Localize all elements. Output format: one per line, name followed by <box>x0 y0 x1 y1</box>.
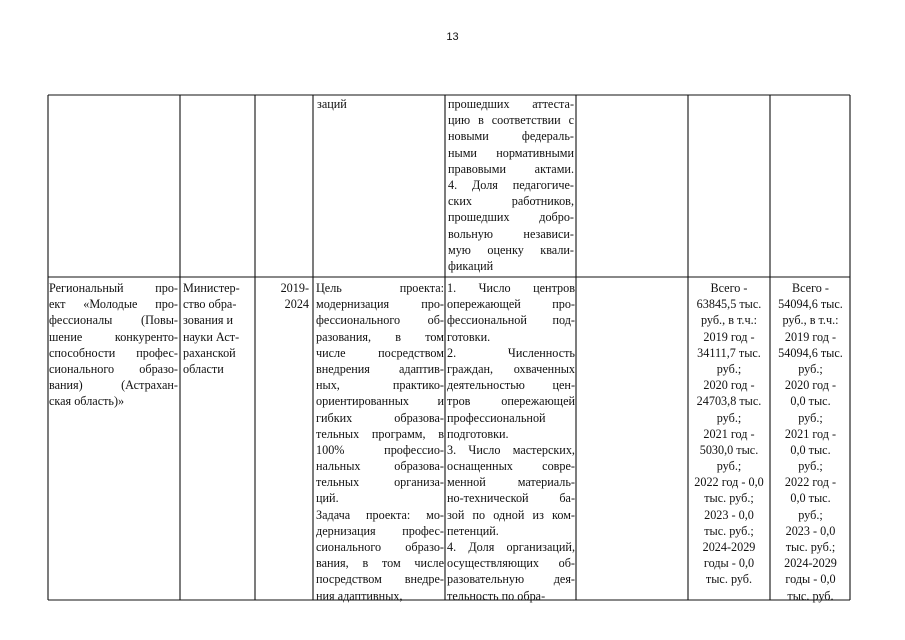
text-line: ния адаптивных, <box>316 588 403 603</box>
text-line: петенций. <box>447 523 499 538</box>
text-line: гибких образова- <box>316 410 444 425</box>
text-line: 2019- <box>280 281 309 295</box>
text-line: правовыми актами. <box>448 161 574 176</box>
text-line: 2024-2029 <box>784 556 837 571</box>
text-line: новыми федераль- <box>448 129 574 144</box>
text-line: раханской <box>183 345 236 360</box>
text-line: тельность по обра- <box>447 588 546 603</box>
text-line: деятельностью цен- <box>447 378 575 393</box>
text-line: годы - 0,0 <box>785 572 836 587</box>
text-line: профессиональной <box>447 410 546 425</box>
text-line: руб.; <box>716 459 742 474</box>
text-line: 2022 год - 0,0 <box>694 475 764 490</box>
text-line: тыс. руб.; <box>704 523 754 538</box>
text-line: 0,0 тыс. <box>790 491 831 506</box>
text-line: 4. Доля организаций, <box>447 540 575 554</box>
text-line: годы - 0,0 <box>703 556 755 571</box>
text-line: разовательную дея- <box>447 572 575 587</box>
text-line: готовки. <box>447 329 491 344</box>
text-line: 54094,6 тыс. <box>778 345 843 360</box>
text-line: модернизация про- <box>316 297 444 312</box>
text-line: внедрения адаптив- <box>316 361 444 376</box>
funding-regional-cell <box>771 280 850 604</box>
text-line: 2020 год - <box>703 378 755 393</box>
text-line: фикаций <box>448 258 494 273</box>
text-line: зой по одной из ком- <box>447 507 575 522</box>
text-line: руб.; <box>798 361 823 376</box>
text-line: фессионального об- <box>316 313 444 328</box>
text-line: 0,0 тыс. <box>790 442 831 457</box>
responsible-executor-cell <box>183 280 253 377</box>
text-line: руб.; <box>716 410 742 425</box>
project-name-cell <box>49 280 178 410</box>
text-line: 2019 год - <box>703 329 755 344</box>
text-line: фессионалы (Повы- <box>49 313 178 328</box>
text-line: руб.; <box>716 361 742 376</box>
text-line: 5030,0 тыс. <box>699 442 759 457</box>
text-line: руб.; <box>798 459 823 474</box>
text-line: 2021 год - <box>784 426 837 441</box>
text-line: дернизация профес- <box>316 523 444 538</box>
text-line: ными нормативными <box>448 145 574 160</box>
text-line: Цель проекта: <box>316 281 444 295</box>
text-line: ориентированных и <box>316 394 444 409</box>
row1-indicators-cell <box>448 96 574 274</box>
text-line: науки Аст- <box>183 329 240 344</box>
text-line: руб., в т.ч.: <box>700 313 758 328</box>
text-line: ных, практико- <box>316 378 444 393</box>
text-line: осуществляющих об- <box>447 556 575 571</box>
text-line: 2021 год - <box>703 426 755 441</box>
text-line: опережающей про- <box>447 297 575 312</box>
text-line: 63845,5 тыс. <box>696 297 762 312</box>
text-line: 100% профессио- <box>316 442 444 457</box>
text-line: Всего - <box>792 281 829 295</box>
text-line: руб.; <box>798 507 823 522</box>
text-line: цию в соответствии с <box>448 113 574 128</box>
text-line: Региональный про- <box>49 281 178 295</box>
text-line: 0,0 тыс. <box>790 394 831 409</box>
text-line: руб.; <box>798 410 823 425</box>
text-line: тыс. руб.; <box>785 540 836 554</box>
text-line: вания, в том числе <box>316 556 444 571</box>
text-line: но-технической ба- <box>447 491 575 506</box>
period-cell <box>257 280 309 312</box>
text-line: 34111,7 тыс. <box>697 345 761 360</box>
text-line: 4. Доля педагогиче- <box>448 177 574 192</box>
row1-activity-cell <box>317 96 443 112</box>
text-line: нальных образова- <box>316 459 444 474</box>
text-line: оснащенных совре- <box>447 459 575 474</box>
text-line: сионального образо- <box>316 540 444 554</box>
text-line: ство обра- <box>183 297 237 312</box>
text-line: сионального образо- <box>49 361 178 376</box>
text-line: 2. Численность <box>447 345 575 360</box>
text-line: вольную независи- <box>448 226 574 241</box>
text-line: 2024-2029 <box>702 540 756 554</box>
text-line: разования, в том <box>316 329 444 344</box>
text-line: граждан, охваченных <box>447 361 575 376</box>
text-line: прошедших добро- <box>448 210 574 225</box>
text-line: шение конкуренто- <box>49 329 178 344</box>
text-line: 2023 - 0,0 <box>704 507 754 522</box>
text-line: посредством внедре- <box>316 572 444 587</box>
text-line: области <box>183 361 224 376</box>
text-line: подготовки. <box>447 426 509 441</box>
text-line: ект «Молодые про- <box>49 297 178 312</box>
text-line: тыс. руб. <box>705 572 753 587</box>
text-line: 24703,8 тыс. <box>696 394 762 409</box>
text-line: ций. <box>316 491 339 506</box>
text-line: 2023 - 0,0 <box>785 523 836 538</box>
text-line: фессиональной под- <box>447 313 575 328</box>
text-line: тров опережающей <box>447 394 575 409</box>
text-line: мую оценку квали- <box>448 242 574 257</box>
text-line: числе посредством <box>316 345 444 360</box>
text-line: тыс. руб.; <box>704 491 754 506</box>
text-line: 1. Число центров <box>447 281 575 295</box>
text-line: Всего - <box>710 281 748 295</box>
funding-total-cell <box>689 280 769 588</box>
project-indicators-cell <box>447 280 575 604</box>
text-line: ская область)» <box>49 394 125 409</box>
project-goal-cell <box>316 280 444 604</box>
text-line: прошедших аттеста- <box>448 97 574 111</box>
text-line: Министер- <box>183 281 240 295</box>
text-line: 3. Число мастерских, <box>447 442 575 457</box>
text-line: заций <box>317 97 347 111</box>
text-line: вания) (Астрахан- <box>49 378 178 393</box>
text-line: тельных программ, в <box>316 426 444 441</box>
text-line: руб., в т.ч.: <box>782 313 839 328</box>
text-line: тыс. руб. <box>787 588 834 603</box>
text-line: 2024 <box>284 297 309 312</box>
text-line: Задача проекта: мо- <box>316 507 444 522</box>
text-line: 2019 год - <box>784 329 837 344</box>
text-line: 2022 год - <box>784 475 837 490</box>
text-line: ских работников, <box>448 194 574 209</box>
text-line: 54094,6 тыс. <box>778 297 843 312</box>
text-line: 2020 год - <box>784 378 837 393</box>
text-line: тельных организа- <box>316 475 444 490</box>
text-line: способности профес- <box>49 345 178 360</box>
page-number: 13 <box>446 31 459 43</box>
text-line: зования и <box>183 313 234 328</box>
text-line: менной материаль- <box>447 475 575 490</box>
